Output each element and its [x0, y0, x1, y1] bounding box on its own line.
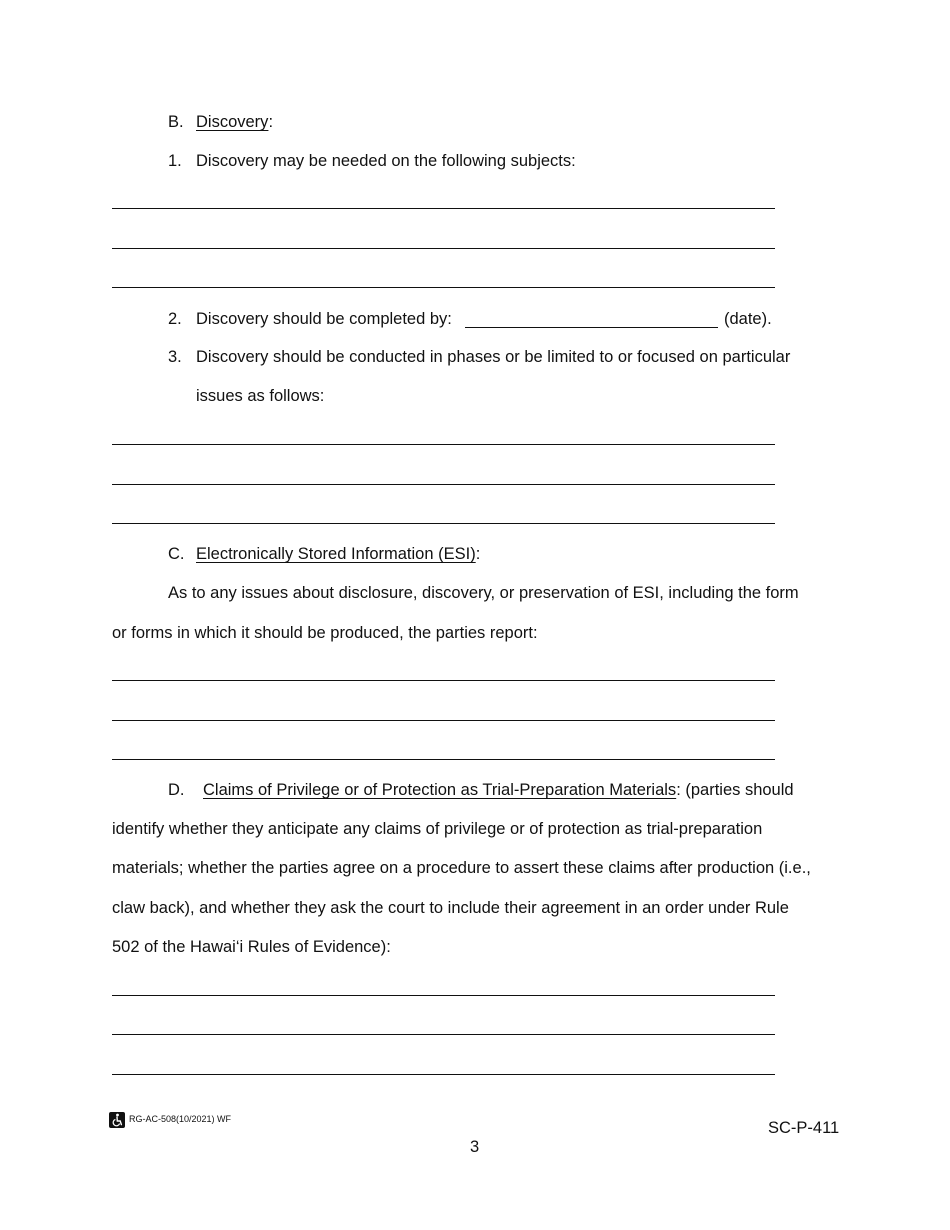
section-c-text-line2: or forms in which it should be produced, the parties report: [112, 624, 538, 642]
item-3-number: 3. [168, 348, 182, 366]
form-number: SC-P-411 [768, 1119, 840, 1137]
section-d-title: Claims of Privilege or of Protection as Trial-Preparation Materials [203, 781, 677, 799]
section-d-text-line3: materials; whether the parties agree on a procedure to assert these claims after production (i.e., [112, 859, 811, 877]
section-b-letter: B. [168, 113, 184, 131]
wheelchair-icon [109, 1112, 125, 1128]
section-c-letter: C. [168, 545, 185, 563]
answer-line[interactable] [112, 1074, 775, 1075]
form-revision-code: RG-AC-508(10/2021) WF [129, 1114, 232, 1124]
section-b-title: Discovery [196, 113, 269, 131]
section-d-heading [203, 782, 794, 799]
answer-line[interactable] [112, 1034, 775, 1035]
section-d-letter: D. [168, 781, 185, 799]
section-d-text-line4: claw back), and whether they ask the court to include their agreement in an order under Rule [112, 899, 789, 917]
item-1-number: 1. [168, 152, 182, 170]
answer-line[interactable] [112, 523, 775, 524]
section-c-title: Electronically Stored Information (ESI) [196, 545, 476, 563]
section-b-colon: : [268, 113, 274, 131]
section-d-text-line1: : (parties should [676, 781, 794, 799]
section-d-text-line5: 502 of the Hawai‘i Rules of Evidence): [112, 938, 391, 956]
answer-line[interactable] [112, 287, 775, 288]
item-2-date-label: (date). [724, 310, 772, 328]
answer-line[interactable] [112, 995, 775, 996]
answer-line[interactable] [112, 484, 775, 485]
item-2-text: Discovery should be completed by: [196, 310, 452, 328]
item-3-text-line2: issues as follows: [196, 387, 325, 405]
section-c-text-line1: As to any issues about disclosure, discovery, or preservation of ESI, including the form [168, 584, 799, 602]
answer-line[interactable] [112, 208, 775, 209]
item-2-number: 2. [168, 310, 182, 328]
answer-line[interactable] [112, 444, 775, 445]
section-d-text-line2: identify whether they anticipate any claims of privilege or of protection as trial-preparation [112, 820, 763, 838]
answer-line[interactable] [112, 759, 775, 760]
section-c-heading [196, 546, 480, 563]
item-1-text: Discovery may be needed on the following subjects: [196, 152, 576, 170]
answer-line[interactable] [112, 248, 775, 249]
answer-line[interactable] [112, 680, 775, 681]
item-3-text-line1: Discovery should be conducted in phases or be limited to or focused on particular [196, 348, 791, 366]
page-number: 3 [470, 1138, 480, 1156]
completion-date-field[interactable] [465, 327, 718, 328]
section-c-colon: : [475, 545, 481, 563]
answer-line[interactable] [112, 720, 775, 721]
section-b-heading [196, 114, 273, 131]
